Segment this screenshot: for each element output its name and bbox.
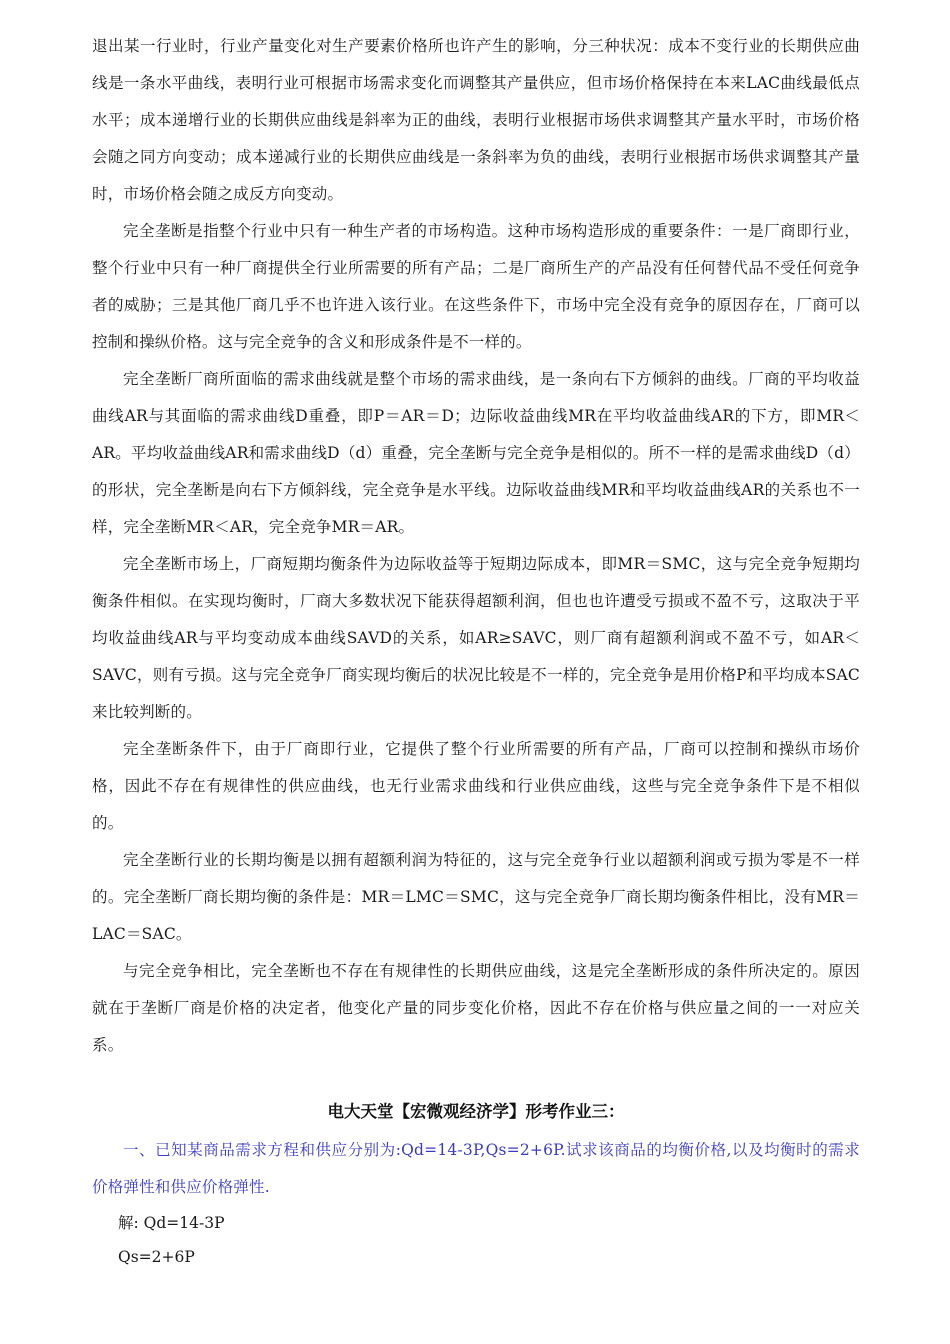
paragraph-short-run-equilibrium: 完全垄断市场上，厂商短期均衡条件为边际收益等于短期边际成本，即MR＝SMC，这与完全竞争短期均衡条件相似。在实现均衡时，厂商大多数状况下能获得超额利润，但也也许遭受亏损或不盈不亏，这取决于平均收益曲线AR与平均变动成本曲线SAVD的关系，如AR≥SAVC，则厂商有超额利润或不盈不亏，如AR＜SAVC，则有亏损。这与完全竞争厂商实现均衡后的状况比较是不一样的，完全竞争是用价格P和平均成本SAC来比较判断的。	[92, 555, 860, 721]
paragraph-monopoly-demand-curve: 完全垄断厂商所面临的需求曲线就是整个市场的需求曲线，是一条向右下方倾斜的曲线。厂商的平均收益曲线AR与其面临的需求曲线D重叠，即P＝AR＝D；边际收益曲线MR在平均收益曲线AR的下方，即MR＜AR。平均收益曲线AR和需求曲线D（d）重叠，完全垄断与完全竞争是相似的。所不一样的是需求曲线D（d）的形状，完全垄断是向右下方倾斜线，完全竞争是水平线。边际收益曲线MR和平均收益曲线AR的关系也不一样，完全垄断MR＜AR，完全竞争MR＝AR。	[92, 370, 860, 536]
document-page	[92, 28, 860, 1274]
paragraph-price-maker: 与完全竞争相比，完全垄断也不存在有规律性的长期供应曲线，这是完全垄断形成的条件所决定的。原因就在于垄断厂商是价格的决定者，他变化产量的同步变化价格，因此不存在价格与供应量之间的一一对应关系。	[92, 962, 860, 1054]
paragraph-long-run-equilibrium: 完全垄断行业的长期均衡是以拥有超额利润为特征的，这与完全竞争行业以超额利润或亏损为零是不一样的。完全垄断厂商长期均衡的条件是：MR＝LMC＝SMC，这与完全竞争厂商长期均衡条件相比，没有MR＝LAC＝SAC。	[92, 851, 860, 943]
paragraph-monopoly-definition: 完全垄断是指整个行业中只有一种生产者的市场构造。这种市场构造形成的重要条件：一是厂商即行业，整个行业中只有一种厂商提供全行业所需要的所有产品；二是厂商所生产的产品没有任何替代品不受任何竞争者的威胁；三是其他厂商几乎不也许进入该行业。在这些条件下，市场中完全没有竞争的原因存在，厂商可以控制和操纵价格。这与完全竞争的含义和形成条件是不一样的。	[92, 222, 860, 351]
paragraph-supply-curve-cost-types: 退出某一行业时，行业产量变化对生产要素价格所也许产生的影响，分三种状况：成本不变行业的长期供应曲线是一条水平曲线，表明行业可根据市场需求变化而调整其产量供应，但市场价格保持在本来LAC曲线最低点水平；成本递增行业的长期供应曲线是斜率为正的曲线，表明行业根据市场供求调整其产量水平时，市场价格会随之同方向变动；成本递减行业的长期供应曲线是一条斜率为负的曲线，表明行业根据市场供求调整其产量时，市场价格会随之成反方向变动。	[92, 37, 860, 203]
answer-line-supply: Qs=2+6P	[118, 1248, 195, 1266]
question-text: 一、已知某商品需求方程和供应分别为:Qd=14-3P,Qs=2+6P.试求该商品的均衡价格,以及均衡时的需求价格弹性和供应价格弹性.	[92, 1141, 860, 1196]
section-title: 电大天堂【宏微观经济学】形考作业三：	[327, 1102, 625, 1121]
answer-line-demand: 解: Qd=14-3P	[118, 1214, 225, 1232]
paragraph-no-supply-curve: 完全垄断条件下，由于厂商即行业，它提供了整个行业所需要的所有产品，厂商可以控制和操纵市场价格，因此不存在有规律性的供应曲线，也无行业需求曲线和行业供应曲线，这些与完全竞争条件下是不相似的。	[92, 740, 860, 832]
